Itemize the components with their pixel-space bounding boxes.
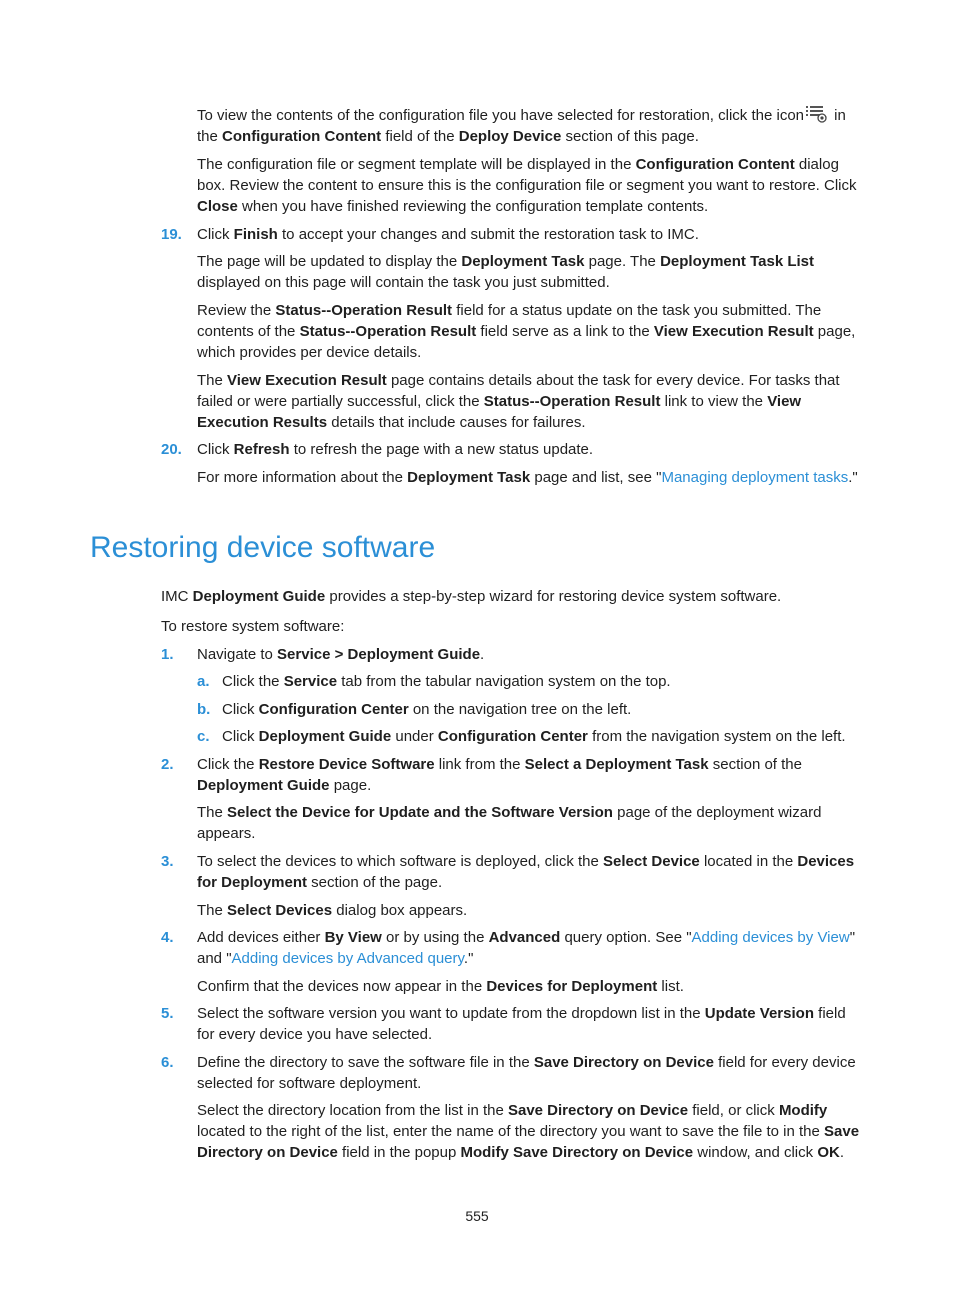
text: page and list, see " [530,469,662,486]
text: dialog box. Review the content to ensure this is the configuration file or segment you want to restore. Click [197,156,857,194]
text: in the [197,107,846,145]
step-number: 5. [161,1005,174,1022]
substep-letter: b. [197,701,211,718]
substep-text [222,726,865,747]
adding-devices-by-view-link[interactable]: Adding devices by View [691,929,850,946]
bold-term: Advanced [488,929,561,946]
bold-term: By View [324,929,382,946]
step-text [197,927,865,969]
text: located in the [699,853,798,870]
text: " and " [197,929,856,967]
bold-term: Deploy Device [458,128,562,145]
text: The [197,902,228,919]
procedure-lead: To restore system software: [161,618,345,635]
text: tab from the tabular navigation system on the top. [337,673,671,690]
text: page contains details about the task for every device. For tasks that failed or were partially successful, click the [197,372,840,410]
text: when you have finished reviewing the configuration template contents. [237,198,709,215]
step-number: 6. [161,1054,174,1071]
text: provides a step-by-step wizard for restoring device system software. [325,588,782,605]
text: page of the deployment wizard appears. [197,804,822,842]
text: field for a status update on the task you submitted. The contents of the [197,302,822,340]
bold-term: Deployment Guide [197,777,330,794]
text: link to view the [660,393,768,410]
bold-term: Configuration Content [635,156,795,173]
text: list. [657,978,684,995]
substep-letter: a. [197,673,210,690]
substep-text [222,699,865,720]
substep-text [222,671,865,692]
execution-result-paragraph [197,370,865,433]
step-number: 4. [161,929,174,946]
text: query option. See " [560,929,692,946]
bold-term: Select a Deployment Task [524,756,709,773]
managing-deployment-tasks-link[interactable]: Managing deployment tasks [661,469,849,486]
text: displayed on this page will contain the task you just submitted. [197,274,610,291]
substep-letter: c. [197,728,210,745]
bold-term: Deployment Guide [258,728,392,745]
bold-term: Service > Deployment Guide [277,646,481,663]
text: page, which provides per device details. [197,323,856,361]
step-1 [161,644,865,665]
bold-term: View Execution Results [197,393,802,431]
confirm-devices-paragraph [197,976,865,997]
text: To view the contents of the configuration file you have selected for restoration, click the icon [197,107,805,124]
text: or by using the [381,929,489,946]
text: The page will be updated to display the [197,253,462,270]
step-6 [161,1052,865,1094]
text: The [197,804,228,821]
text: page. The [584,253,661,270]
bold-term: Modify Save Directory on Device [460,1144,694,1161]
text: Click [197,441,234,458]
bold-term: Service [283,673,338,690]
text: field in the popup [337,1144,461,1161]
text: Select the directory location from the list in the [197,1102,508,1119]
text: Click [222,701,259,718]
bold-term: Save Directory on Device [507,1102,689,1119]
status-review-paragraph [197,300,865,363]
bold-term: Devices for Deployment [197,853,855,891]
step-19 [161,224,865,245]
bold-term: Configuration Center [437,728,588,745]
step-3 [161,851,865,893]
step-20 [161,439,865,460]
bold-term: Configuration Content [222,128,382,145]
bold-term: Devices for Deployment [486,978,658,995]
step-number: 2. [161,756,174,773]
bold-term: Save Directory on Device [197,1123,860,1161]
step-number: 1. [161,646,174,663]
bold-term: Status--Operation Result [299,323,477,340]
bold-term: Modify [778,1102,828,1119]
step-text [197,644,865,665]
text: Click the [222,673,284,690]
text: ." [848,469,858,486]
bold-term: OK [817,1144,840,1161]
text: field for every device selected for software deployment. [197,1054,856,1092]
text: section of the page. [307,874,443,891]
bold-term: Status--Operation Result [275,302,453,319]
text: To select the devices to which software is deployed, click the [197,853,604,870]
wizard-page-paragraph [197,802,865,844]
text: located to the right of the list, enter the name of the directory you want to save the file to in the [197,1123,825,1140]
bold-term: Close [197,198,238,215]
adding-devices-by-advanced-query-link[interactable]: Adding devices by Advanced query [231,950,464,967]
text: Click [197,226,234,243]
bold-term: View Execution Result [653,323,814,340]
bold-term: Configuration Center [258,701,409,718]
bold-term: Save Directory on Device [533,1054,714,1071]
text: from the navigation system on the left. [587,728,846,745]
text: Review the [197,302,276,319]
bold-term: Status--Operation Result [483,393,661,410]
text: Define the directory to save the software file in the [197,1054,534,1071]
text: to accept your changes and submit the restoration task to IMC. [277,226,699,243]
bold-term: Refresh [233,441,290,458]
config-display-paragraph [197,154,865,217]
step-text [197,1003,865,1045]
text: to refresh the page with a new status update. [289,441,594,458]
bold-term: Select Device [603,853,700,870]
text: For more information about the [197,469,408,486]
bold-term: Select the Device for Update and the Software Version [227,804,613,821]
step-1a [197,671,865,692]
bold-term: Deployment Task [461,253,585,270]
text: Confirm that the devices now appear in the [197,978,487,995]
text: field serve as a link to the [476,323,654,340]
save-directory-paragraph [197,1100,865,1163]
step-5 [161,1003,865,1045]
text: section of the [708,756,802,773]
step-text [197,754,865,796]
page-number: 555 [465,1208,489,1224]
text: dialog box appears. [332,902,468,919]
step-number: 19. [161,226,182,243]
step-number: 20. [161,441,182,458]
text: . [839,1144,844,1161]
deployment-task-paragraph [197,251,865,293]
bold-term: View Execution Result [227,372,387,389]
bold-term: Restore Device Software [258,756,435,773]
intro-paragraph [161,586,865,607]
step-text [197,851,865,893]
text: field for every device you have selected. [197,1005,846,1043]
text: field, or click [688,1102,779,1119]
text: details that include causes for failures. [327,414,586,431]
step-text [197,1052,865,1094]
text: Click the [197,756,259,773]
list-view-icon[interactable] [806,105,828,123]
bold-term: Finish [233,226,278,243]
bold-term: Deployment Task List [660,253,815,270]
text: under [391,728,438,745]
bold-term: Deployment Task [407,469,531,486]
step-text [197,439,865,460]
step-number: 3. [161,853,174,870]
bold-term: Select Devices [227,902,333,919]
text: ." [463,950,474,967]
text: on the navigation tree on the left. [408,701,632,718]
text: window, and click [693,1144,818,1161]
more-info-paragraph [197,467,865,488]
step-2 [161,754,865,796]
step-1c [197,726,865,747]
step-1b [197,699,865,720]
config-view-paragraph [197,105,865,147]
text: field of the [381,128,459,145]
section-heading: Restoring device software [90,531,436,564]
text: section of this page. [561,128,699,145]
step-4 [161,927,865,969]
text: Click [222,728,259,745]
text: link from the [434,756,525,773]
bold-term: Deployment Guide [192,588,326,605]
text: page. [329,777,372,794]
text: The [197,372,228,389]
text: . [480,646,485,663]
text: Select the software version you want to update from the dropdown list in the [197,1005,705,1022]
select-devices-paragraph [197,900,865,921]
text: IMC [161,588,193,605]
step-text [197,224,865,245]
text: Navigate to [197,646,278,663]
bold-term: Update Version [704,1005,814,1022]
text: Add devices either [197,929,325,946]
text: The configuration file or segment template will be displayed in the [197,156,636,173]
